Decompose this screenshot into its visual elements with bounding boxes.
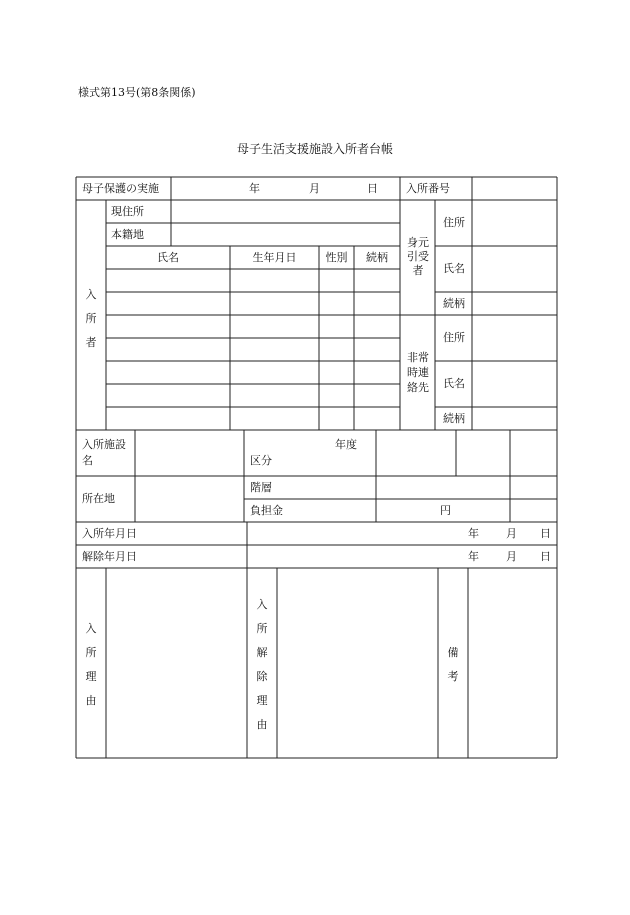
guarantor-label-1: 身元 [407, 236, 429, 249]
col-sex-header: 性別 [325, 251, 348, 264]
yen-label: 円 [440, 504, 451, 517]
admission-date-label: 入所年月日 [82, 527, 137, 540]
guarantor-address-label: 住所 [443, 216, 465, 229]
emergency-name-label: 氏名 [443, 377, 465, 390]
emergency-label-3: 絡先 [407, 381, 429, 394]
protection-day: 日 [367, 182, 378, 195]
col-relation-header: 続柄 [366, 251, 388, 264]
release-reason-2: 所 [256, 622, 268, 635]
location-label: 所在地 [82, 492, 115, 505]
domicile-label: 本籍地 [111, 228, 144, 241]
guarantor-relation-label: 続柄 [443, 297, 465, 310]
admission-month: 月 [506, 527, 517, 540]
protection-label: 母子保護の実施 [82, 182, 159, 195]
resident-side-1: 入 [85, 288, 97, 301]
fee-label: 負担金 [250, 504, 283, 517]
col-birthdate-header: 生年月日 [252, 251, 297, 264]
emergency-label-1: 非常 [407, 351, 429, 364]
admission-reason-3: 理 [85, 670, 97, 683]
facility-name-label-2: 名 [82, 454, 93, 467]
admission-year: 年 [468, 527, 479, 540]
form-number: 様式第13号(第8条関係) [78, 86, 196, 99]
facility-name-label-1: 入所施設 [82, 438, 126, 451]
category-label: 区分 [250, 454, 272, 467]
emergency-relation-label: 続柄 [443, 412, 465, 425]
fiscal-year-label: 年度 [335, 438, 357, 451]
form-title: 母子生活支援施設入所者台帳 [236, 142, 393, 156]
floor-label: 階層 [250, 481, 272, 494]
guarantor-label-2: 引受 [407, 250, 429, 263]
guarantor-label-3: 者 [412, 264, 424, 277]
resident-side-3: 者 [85, 336, 97, 349]
current-address-label: 現住所 [111, 205, 144, 218]
release-reason-5: 理 [256, 694, 268, 707]
release-day: 日 [540, 550, 551, 563]
admission-number-label: 入所番号 [406, 182, 450, 195]
remarks-2: 考 [447, 670, 459, 683]
release-reason-1: 入 [256, 598, 268, 611]
protection-month: 月 [309, 182, 320, 195]
admission-reason-1: 入 [85, 622, 97, 635]
emergency-address-label: 住所 [443, 331, 465, 344]
protection-year: 年 [249, 182, 260, 195]
admission-reason-2: 所 [85, 646, 97, 659]
admission-day: 日 [540, 527, 551, 540]
resident-side-2: 所 [85, 312, 97, 325]
release-reason-6: 由 [256, 718, 268, 731]
admission-reason-4: 由 [85, 694, 97, 707]
guarantor-name-label: 氏名 [443, 262, 465, 275]
remarks-1: 備 [447, 646, 459, 659]
col-name-header: 氏名 [157, 251, 179, 264]
release-reason-4: 除 [256, 670, 268, 683]
emergency-label-2: 時連 [407, 366, 429, 379]
release-year: 年 [468, 550, 479, 563]
release-month: 月 [506, 550, 517, 563]
release-date-label: 解除年月日 [82, 550, 137, 563]
release-reason-3: 解 [256, 646, 268, 659]
